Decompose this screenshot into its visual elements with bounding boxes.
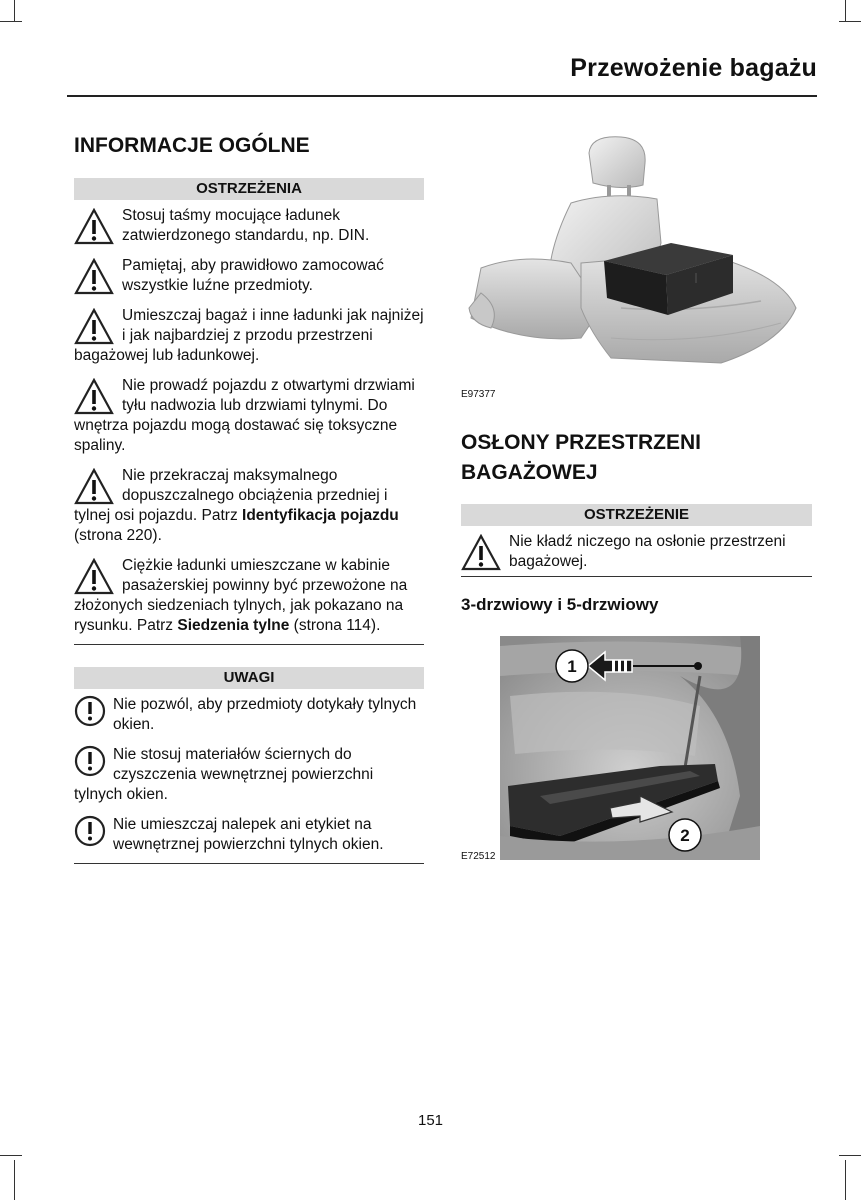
warning-text: Stosuj taśmy mocujące ładunek zatwierdzonego standardu, np. DIN. <box>122 207 370 244</box>
page-title: Przewożenie bagażu <box>570 54 817 82</box>
figure-label: E72512 <box>461 851 496 862</box>
crop-mark <box>14 0 15 22</box>
page-reference: (strona 220). <box>74 527 162 544</box>
section-title-covers: OSŁONY PRZESTRZENI BAGAŻOWEJ <box>461 431 701 484</box>
notice-icon <box>74 695 106 727</box>
callout-1: 1 <box>567 657 577 676</box>
warning-item <box>74 306 424 366</box>
divider <box>74 863 424 864</box>
warning-text: Ciężkie ładunki umieszczane w kabinie pasażerskiej powinny być przewożone na złożonych siedzeniach tylnych, jak pokazano na rysunku. Patrz <box>74 557 408 634</box>
warning-triangle-icon <box>74 378 114 416</box>
warnings-banner: OSTRZEŻENIA <box>74 178 424 200</box>
warning-triangle-icon <box>74 258 114 296</box>
right-column <box>461 428 812 615</box>
warning-banner: OSTRZEŻENIE <box>461 504 812 526</box>
crop-mark <box>839 21 861 22</box>
crop-mark <box>845 0 846 22</box>
note-text: Nie pozwól, aby przedmioty dotykały tylnych okien. <box>113 696 417 733</box>
warning-text: Nie przekraczaj maksymalnego dopuszczalnego obciążenia przedniej i tylnej osi pojazdu. Patrz <box>74 467 388 524</box>
warning-text: Pamiętaj, aby prawidłowo zamocować wszystkie luźne przedmioty. <box>122 257 384 294</box>
header-divider <box>67 95 817 97</box>
subsection-title: 3-drzwiowy i 5-drzwiowy <box>461 595 659 614</box>
note-item <box>74 815 424 855</box>
warning-text: Umieszczaj bagaż i inne ładunki jak najniżej i jak najbardziej z przodu przestrzeni bagażowej lub ładunkowej. <box>74 307 424 364</box>
section-title-general: INFORMACJE OGÓLNE <box>74 134 310 157</box>
cross-reference-link[interactable]: Siedzenia tylne <box>177 617 290 634</box>
warning-triangle-icon <box>74 208 114 246</box>
left-column <box>74 178 424 864</box>
figure-label: E97377 <box>461 389 496 400</box>
warning-text: Nie prowadź pojazdu z otwartymi drzwiami tyłu nadwozia lub drzwiami tylnymi. Do wnętrza pojazdu mogą dostawać się toksyczne spaliny. <box>74 377 415 454</box>
page-reference: (strona 114). <box>289 617 381 634</box>
warning-triangle-icon <box>74 308 114 346</box>
notes-banner: UWAGI <box>74 667 424 689</box>
crop-mark <box>0 1155 22 1156</box>
crop-mark <box>14 1160 15 1200</box>
note-item <box>74 745 424 805</box>
crop-mark <box>845 1160 846 1200</box>
notice-icon <box>74 815 106 847</box>
luggage-cover-illustration <box>500 636 760 860</box>
warning-item <box>461 532 812 572</box>
note-text: Nie stosuj materiałów ściernych do czyszczenia wewnętrznej powierzchni tylnych okien. <box>74 746 374 803</box>
note-item <box>74 695 424 735</box>
warning-item <box>74 256 424 296</box>
page-number: 151 <box>417 1112 444 1129</box>
warning-item <box>74 556 424 636</box>
warning-item <box>74 466 424 546</box>
warning-item <box>74 376 424 456</box>
crop-mark <box>0 21 22 22</box>
warning-triangle-icon <box>461 534 501 572</box>
callout-2: 2 <box>680 826 690 845</box>
warning-triangle-icon <box>74 468 114 506</box>
note-text: Nie umieszczaj nalepek ani etykiet na wewnętrznej powierzchni tylnych okien. <box>113 816 384 853</box>
warning-item <box>74 206 424 246</box>
cross-reference-link[interactable]: Identyfikacja pojazdu <box>242 507 399 524</box>
folded-seat-with-load-illustration <box>461 133 801 373</box>
crop-mark <box>839 1155 861 1156</box>
warning-text: Nie kładź niczego na osłonie przestrzeni bagażowej. <box>509 533 786 570</box>
notice-icon <box>74 745 106 777</box>
warning-triangle-icon <box>74 558 114 596</box>
